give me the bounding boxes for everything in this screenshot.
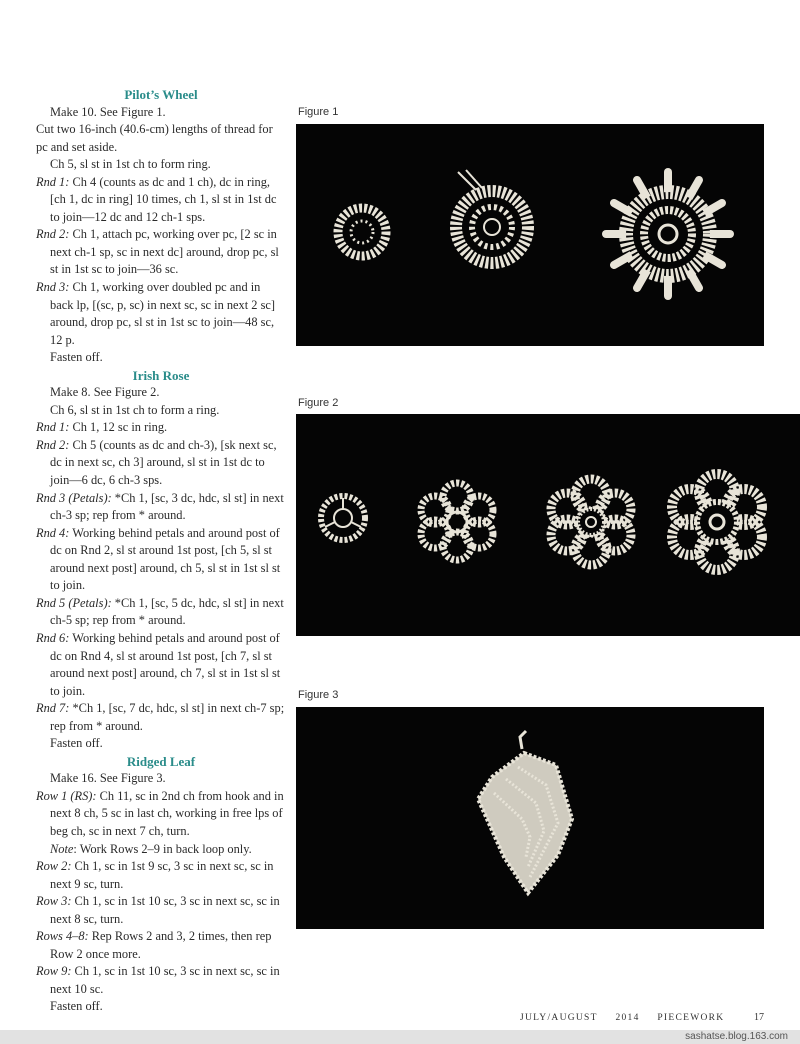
rnd-label: Rnd 2: xyxy=(36,437,70,452)
row-label: Rows 4–8: xyxy=(36,929,89,944)
figure-1-photo xyxy=(296,124,764,346)
ridged-leaf-make: Make 16. See Figure 3. xyxy=(50,771,166,786)
instructions-column xyxy=(36,86,286,1016)
figure-1-motifs xyxy=(296,124,764,346)
irish-rose-stage-2 xyxy=(421,483,493,560)
irish-rose-rnd3 xyxy=(36,490,286,525)
figure-3-motif xyxy=(296,707,764,929)
irish-rose-stage-1 xyxy=(321,496,365,540)
source-credit: sashatse.blog.163.com xyxy=(685,1031,788,1042)
rnd-text: Ch 1, working over doubled pc and in back lp, [(sc, p, sc) in next sc, sc in next 2 sc] around, drop pc, sl st in 1st sc to join—48 sc, 12 p. xyxy=(50,280,276,347)
row-text: Ch 1, sc in 1st 9 sc, 3 sc in next sc, sc in next 9 sc, turn. xyxy=(50,859,274,891)
figure-3-caption: Figure 3 xyxy=(298,689,339,701)
ridged-leaf-rows4-8 xyxy=(36,928,286,963)
pilots-wheel-fasten: Fasten off. xyxy=(50,350,103,365)
rnd-label: Rnd 4: xyxy=(36,525,70,540)
rnd-text: Ch 5 (counts as dc and ch-3), [sk next sc, dc in next sc, ch 3] around, sl st in 1st dc to join—6 dc, 6 ch-3 sps. xyxy=(50,437,277,488)
irish-rose-rnd4 xyxy=(36,525,286,595)
ridged-leaf-note xyxy=(36,841,286,859)
pilots-wheel-make: Make 10. See Figure 1. xyxy=(50,104,166,119)
irish-rose-make: Make 8. See Figure 2. xyxy=(50,385,160,400)
pilots-wheel-rnd1 xyxy=(36,174,286,227)
rnd-label: Rnd 5 (Petals): xyxy=(36,595,112,610)
rnd-text: Ch 4 (counts as dc and 1 ch), dc in ring, [ch 1, dc in ring] 10 times, ch 1, sl st in 1st dc to join—12 dc and 12 ch-1 sps. xyxy=(50,174,277,224)
irish-rose-stage-4 xyxy=(672,474,762,570)
irish-rose-ch: Ch 6, sl st in 1st ch to form a ring. xyxy=(50,402,220,417)
pilots-wheel-heading: Pilot’s Wheel xyxy=(124,87,198,102)
ridged-leaf-fasten: Fasten off. xyxy=(50,999,103,1014)
irish-rose-rnd5 xyxy=(36,595,286,630)
row-text: Ch 1, sc in 1st 10 sc, 3 sc in next sc, sc in next 10 sc. xyxy=(50,964,280,996)
rnd-label: Rnd 3: xyxy=(36,280,70,295)
rnd-label: Rnd 1: xyxy=(36,420,70,435)
ridged-leaf-row9 xyxy=(36,963,286,998)
rnd-label: Rnd 2: xyxy=(36,227,70,242)
irish-rose-heading: Irish Rose xyxy=(132,367,190,383)
rnd-label: Rnd 7: xyxy=(36,701,70,716)
rnd-text: Ch 1, 12 sc in ring. xyxy=(69,420,168,435)
row-label: Row 3: xyxy=(36,894,72,909)
rnd-label: Rnd 1: xyxy=(36,174,70,189)
figure-1-caption: Figure 1 xyxy=(298,106,339,118)
pilots-wheel-stage-1 xyxy=(338,208,386,256)
figure-2-motifs xyxy=(296,414,800,636)
row-text: Rep Rows 2 and 3, 2 times, then rep Row 2 once more. xyxy=(50,929,272,961)
rnd-text: Working behind petals and around post of dc on Rnd 2, sl st around 1st post, [ch 5, sl st around next post] around, ch 5, sl st in 1st sl st to join. xyxy=(50,525,281,593)
footer-issue: JULY/AUGUST xyxy=(520,1013,598,1023)
ridged-leaf-row2 xyxy=(36,858,286,893)
page-footer xyxy=(520,1013,738,1023)
footer-year: 2014 xyxy=(615,1013,640,1023)
irish-rose-rnd7 xyxy=(36,700,286,735)
pilots-wheel-rnd3 xyxy=(36,279,286,349)
footer-magazine: PIECEWORK xyxy=(657,1013,725,1023)
row-text: Ch 1, sc in 1st 10 sc, 3 sc in next sc, sc in next 8 sc, turn. xyxy=(50,894,280,926)
rnd-text: *Ch 1, [sc, 7 dc, hdc, sl st] in next ch-7 sp; rep from * around. xyxy=(50,701,285,733)
irish-rose-stage-3 xyxy=(551,479,631,565)
irish-rose-fasten: Fasten off. xyxy=(50,736,103,751)
rnd-label: Rnd 6: xyxy=(36,630,70,645)
page-number: 17 xyxy=(754,1012,764,1023)
row-label: Row 9: xyxy=(36,964,72,979)
figure-3-photo xyxy=(296,707,764,929)
figure-2-photo xyxy=(296,414,800,636)
irish-rose-rnd2 xyxy=(36,437,286,490)
ridged-leaf-heading: Ridged Leaf xyxy=(126,753,196,769)
note-text: : Work Rows 2–9 in back loop only. xyxy=(73,841,252,856)
figure-2-caption: Figure 2 xyxy=(298,397,339,409)
rnd-text: Working behind petals and around post of dc on Rnd 4, sl st around 1st post, [ch 7, sl st around next post] around, ch 7, sl st in 1st sl st to join. xyxy=(50,630,281,698)
note-label: Note xyxy=(50,841,74,856)
row-label: Row 2: xyxy=(36,859,72,874)
rnd-text: *Ch 1, [sc, 3 dc, hdc, sl st] in next ch-3 sp; rep from * around. xyxy=(50,490,284,523)
rnd-label: Rnd 3 (Petals): xyxy=(36,490,112,505)
irish-rose-rnd6 xyxy=(36,630,286,700)
pilots-wheel-cut: Cut two 16-inch (40.6-cm) lengths of thread for pc and set aside. xyxy=(36,122,273,154)
ridged-leaf-row3 xyxy=(36,893,286,928)
row-label: Row 1 (RS): xyxy=(36,788,97,803)
rnd-text: *Ch 1, [sc, 5 dc, hdc, sl st] in next ch-5 sp; rep from * around. xyxy=(50,595,284,628)
pilots-wheel-ch: Ch 5, sl st in 1st ch to form ring. xyxy=(50,157,211,172)
pilots-wheel-stage-3 xyxy=(606,172,730,296)
row-text: Ch 11, sc in 2nd ch from hook and in next 8 ch, 5 sc in last ch, working in free lps of beg ch, sc in next 7 ch, turn. xyxy=(50,788,284,838)
credit-bar xyxy=(0,1030,800,1044)
pilots-wheel-stage-2 xyxy=(456,170,528,263)
ridged-leaf xyxy=(478,731,572,893)
rnd-text: Ch 1, attach pc, working over pc, [2 sc in next ch-1 sp, sc in next dc] around, drop pc, sl st in 1st sc to join—36 sc. xyxy=(50,227,279,277)
pilots-wheel-rnd2 xyxy=(36,226,286,279)
irish-rose-rnd1 xyxy=(36,419,286,437)
ridged-leaf-row1 xyxy=(36,788,286,841)
